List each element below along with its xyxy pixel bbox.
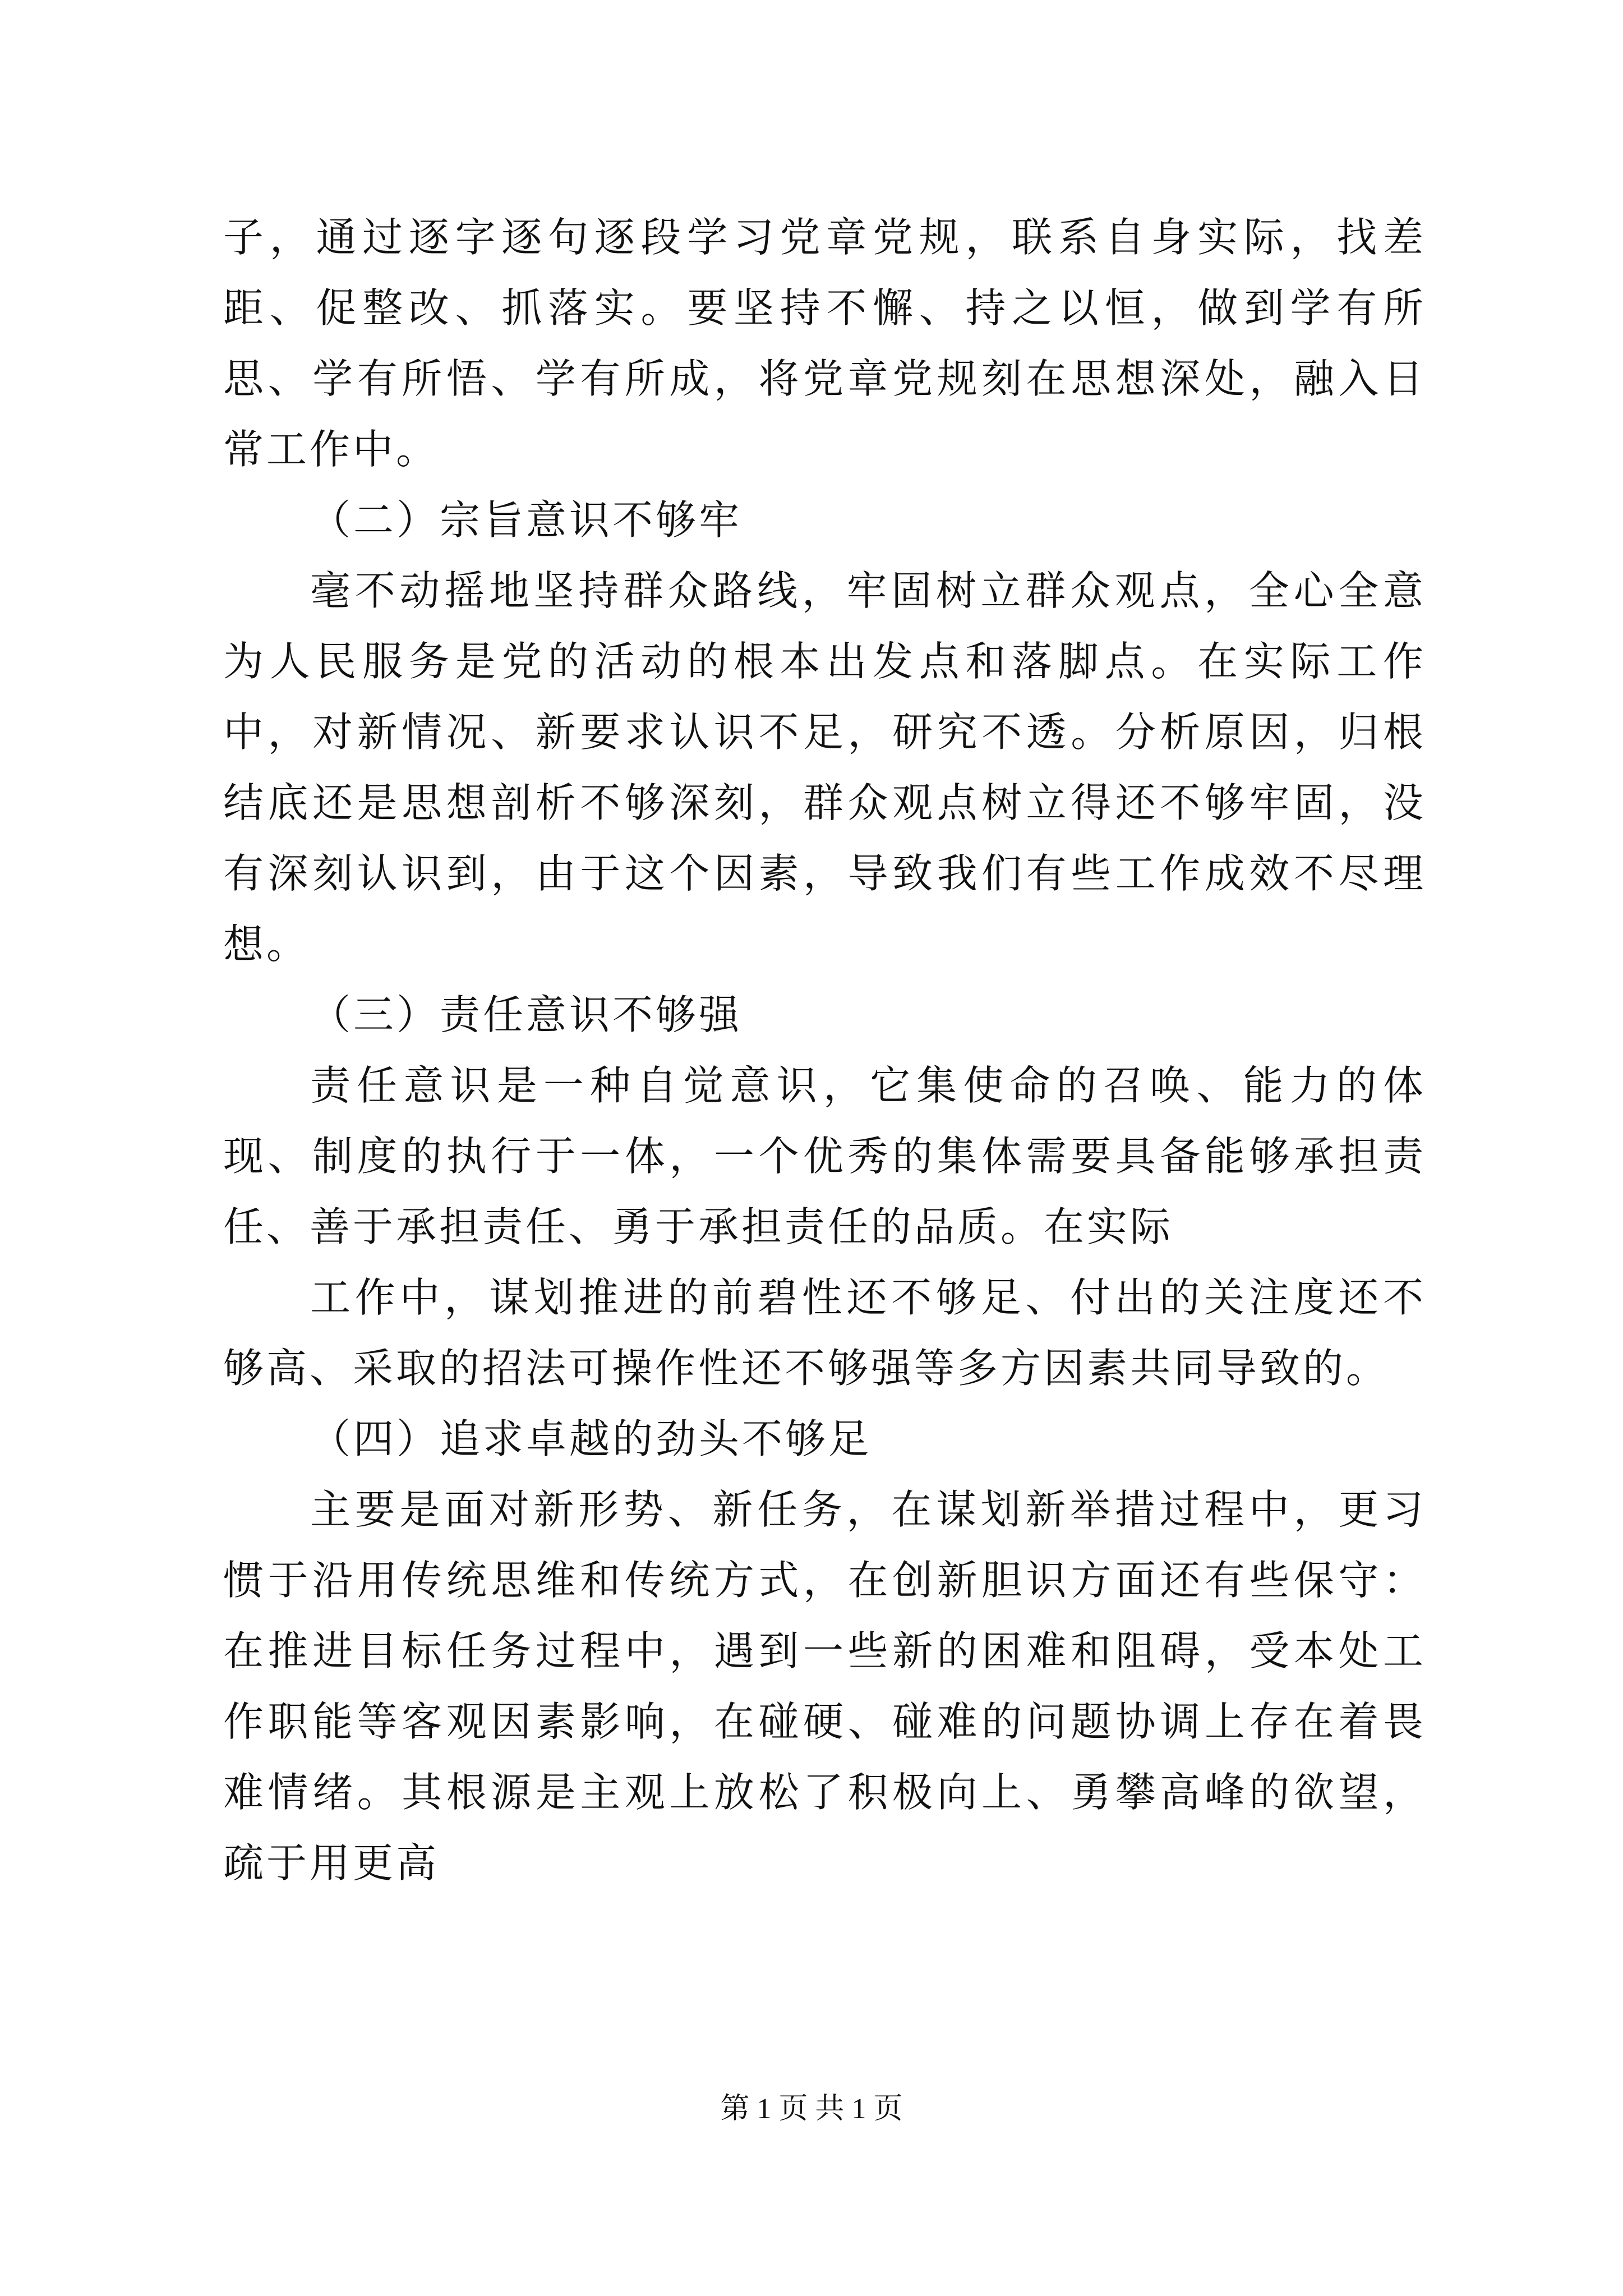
page-footer: 第 1 页 共 1 页 — [720, 2093, 903, 2125]
paragraph-continuation: 子，通过逐字逐句逐段学习党章党规，联系自身实际，找差距、促整改、抓落实。要坚持不懈、持之以恒，做到学有所思、学有所悟、学有所成，将党章党规刻在思想深处，融入日常工作中。 — [223, 214, 1426, 473]
paragraph-work: 工作中，谋划推进的前碧性还不够足、付出的关注度还不够高、采取的招法可操作性还不够强等多方因素共同导致的。 — [223, 1274, 1426, 1392]
document-body — [223, 202, 1426, 1898]
paragraph-purpose: 毫不动摇地坚持群众路线，牢固树立群众观点，全心全意为人民服务是党的活动的根本出发点和落脚点。在实际工作中，对新情况、新要求认识不足，研究不透。分析原因，归根结底还是思想剖析不够深刻，群众观点树立得还不够牢固，没有深刻认识到，由于这个因素，导致我们有些工作成效不尽理想。 — [223, 567, 1426, 968]
paragraph-excellence: 主要是面对新形势、新任务，在谋划新举措过程中，更习惯于沿用传统思维和传统方式，在创新胆识方面还有些保守：在推进目标任务过程中，遇到一些新的困难和阻碍，受本处工作职能等客观因素影响，在碰硬、碰难的问题协调上存在着畏难情绪。其根源是主观上放松了积极向上、勇攀高峰的欲望，疏于用更高 — [223, 1486, 1426, 1887]
section-heading-3: （三）责任意识不够强 — [310, 991, 743, 1038]
paragraph-responsibility: 责任意识是一种自觉意识，它集使命的召唤、能力的体现、制度的执行于一体，一个优秀的集体需要具备能够承担责任、善于承担责任、勇于承担责任的品质。在实际 — [223, 1062, 1426, 1250]
section-heading-2: （二）宗旨意识不够牢 — [310, 496, 743, 544]
section-heading-4: （四）追求卓越的劲头不够足 — [310, 1415, 872, 1462]
